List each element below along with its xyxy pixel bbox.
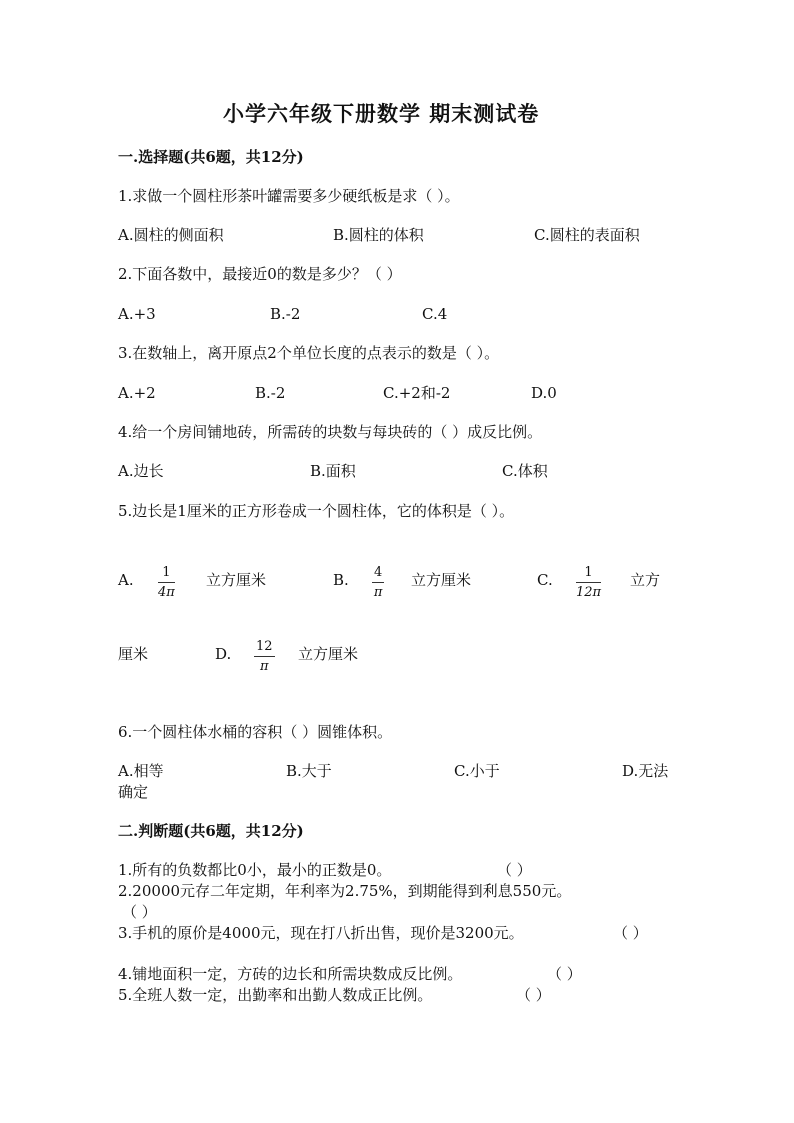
fraction-numerator: 12 (256, 639, 273, 654)
section-heading-judgment: 二.判断题(共6题，共12分) (118, 822, 304, 840)
q1-option-c[interactable]: C.圆柱的表面积 (534, 226, 640, 244)
question-4: 4.给一个房间铺地砖，所需砖的块数与每块砖的（ ）成反比例。 (118, 423, 543, 441)
q3-option-b[interactable]: B.-2 (255, 384, 286, 402)
q3-option-d[interactable]: D.0 (531, 384, 557, 402)
judgment-5-blank[interactable]: （ ） (516, 986, 551, 1004)
q5-option-a-label[interactable]: A. (118, 571, 134, 589)
q6-option-c[interactable]: C.小于 (454, 762, 500, 780)
question-2: 2.下面各数中，最接近0的数是多少？（ ） (118, 265, 402, 283)
question-3: 3.在数轴上，离开原点2个单位长度的点表示的数是（ ）。 (118, 344, 500, 362)
q5-option-c-unit-continued: 厘米 (118, 645, 149, 663)
fraction-numerator: 4 (374, 565, 383, 580)
q5-option-a-unit: 立方厘米 (206, 571, 267, 589)
judgment-3-blank[interactable]: （ ） (613, 924, 648, 942)
section-heading-choice: 一.选择题(共6题，共12分) (118, 148, 304, 166)
q4-option-c[interactable]: C.体积 (502, 462, 548, 480)
judgment-1: 1.所有的负数都比0小，最小的正数是0。 (118, 861, 392, 879)
q5-option-b-fraction (372, 566, 384, 599)
q6-option-d-continued: 确定 (118, 783, 149, 801)
q5-option-d-unit: 立方厘米 (298, 645, 359, 663)
q4-option-a[interactable]: A.边长 (118, 462, 164, 480)
fraction-numerator: 1 (162, 565, 171, 580)
q1-option-b[interactable]: B.圆柱的体积 (333, 226, 424, 244)
q5-option-b-label[interactable]: B. (333, 571, 349, 589)
fraction-denominator: π (260, 659, 269, 674)
question-5: 5.边长是1厘米的正方形卷成一个圆柱体，它的体积是（ ）。 (118, 502, 515, 520)
fraction-numerator: 1 (584, 565, 593, 580)
fraction-denominator: 12π (576, 585, 602, 600)
judgment-2-blank[interactable]: （ ） (122, 903, 157, 921)
judgment-1-blank[interactable]: （ ） (497, 861, 532, 879)
q2-option-c[interactable]: C.4 (422, 305, 448, 323)
q6-option-a[interactable]: A.相等 (118, 762, 164, 780)
q5-option-d-fraction (254, 640, 275, 673)
q6-option-b[interactable]: B.大于 (286, 762, 332, 780)
page-title: 小学六年级下册数学 期末测试卷 (223, 101, 540, 126)
q1-option-a[interactable]: A.圆柱的侧面积 (118, 226, 224, 244)
q2-option-a[interactable]: A.+3 (118, 305, 156, 323)
question-6: 6.一个圆柱体水桶的容积（ ）圆锥体积。 (118, 723, 393, 741)
judgment-4: 4.铺地面积一定，方砖的边长和所需块数成反比例。 (118, 965, 463, 983)
judgment-5: 5.全班人数一定，出勤率和出勤人数成正比例。 (118, 986, 433, 1004)
q4-option-b[interactable]: B.面积 (310, 462, 356, 480)
q5-option-d-label[interactable]: D. (215, 645, 232, 663)
fraction-denominator: π (373, 585, 383, 600)
q2-option-b[interactable]: B.-2 (270, 305, 301, 323)
judgment-2: 2.20000元存二年定期，年利率为2.75%，到期能得到利息550元。 (118, 882, 572, 900)
q5-option-c-label[interactable]: C. (537, 571, 553, 589)
judgment-4-blank[interactable]: （ ） (547, 965, 582, 983)
judgment-3: 3.手机的原价是4000元，现在打八折出售，现价是3200元。 (118, 924, 524, 942)
q5-option-a-fraction (158, 566, 175, 599)
q5-option-b-unit: 立方厘米 (411, 571, 472, 589)
q3-option-a[interactable]: A.+2 (118, 384, 156, 402)
q6-option-d[interactable]: D.无法 (622, 762, 669, 780)
q3-option-c[interactable]: C.+2和-2 (383, 384, 451, 402)
question-1: 1.求做一个圆柱形茶叶罐需要多少硬纸板是求（ ）。 (118, 187, 460, 205)
fraction-denominator: 4π (158, 585, 175, 600)
q5-option-c-fraction (576, 566, 601, 599)
q5-option-c-unit: 立方 (630, 571, 661, 589)
